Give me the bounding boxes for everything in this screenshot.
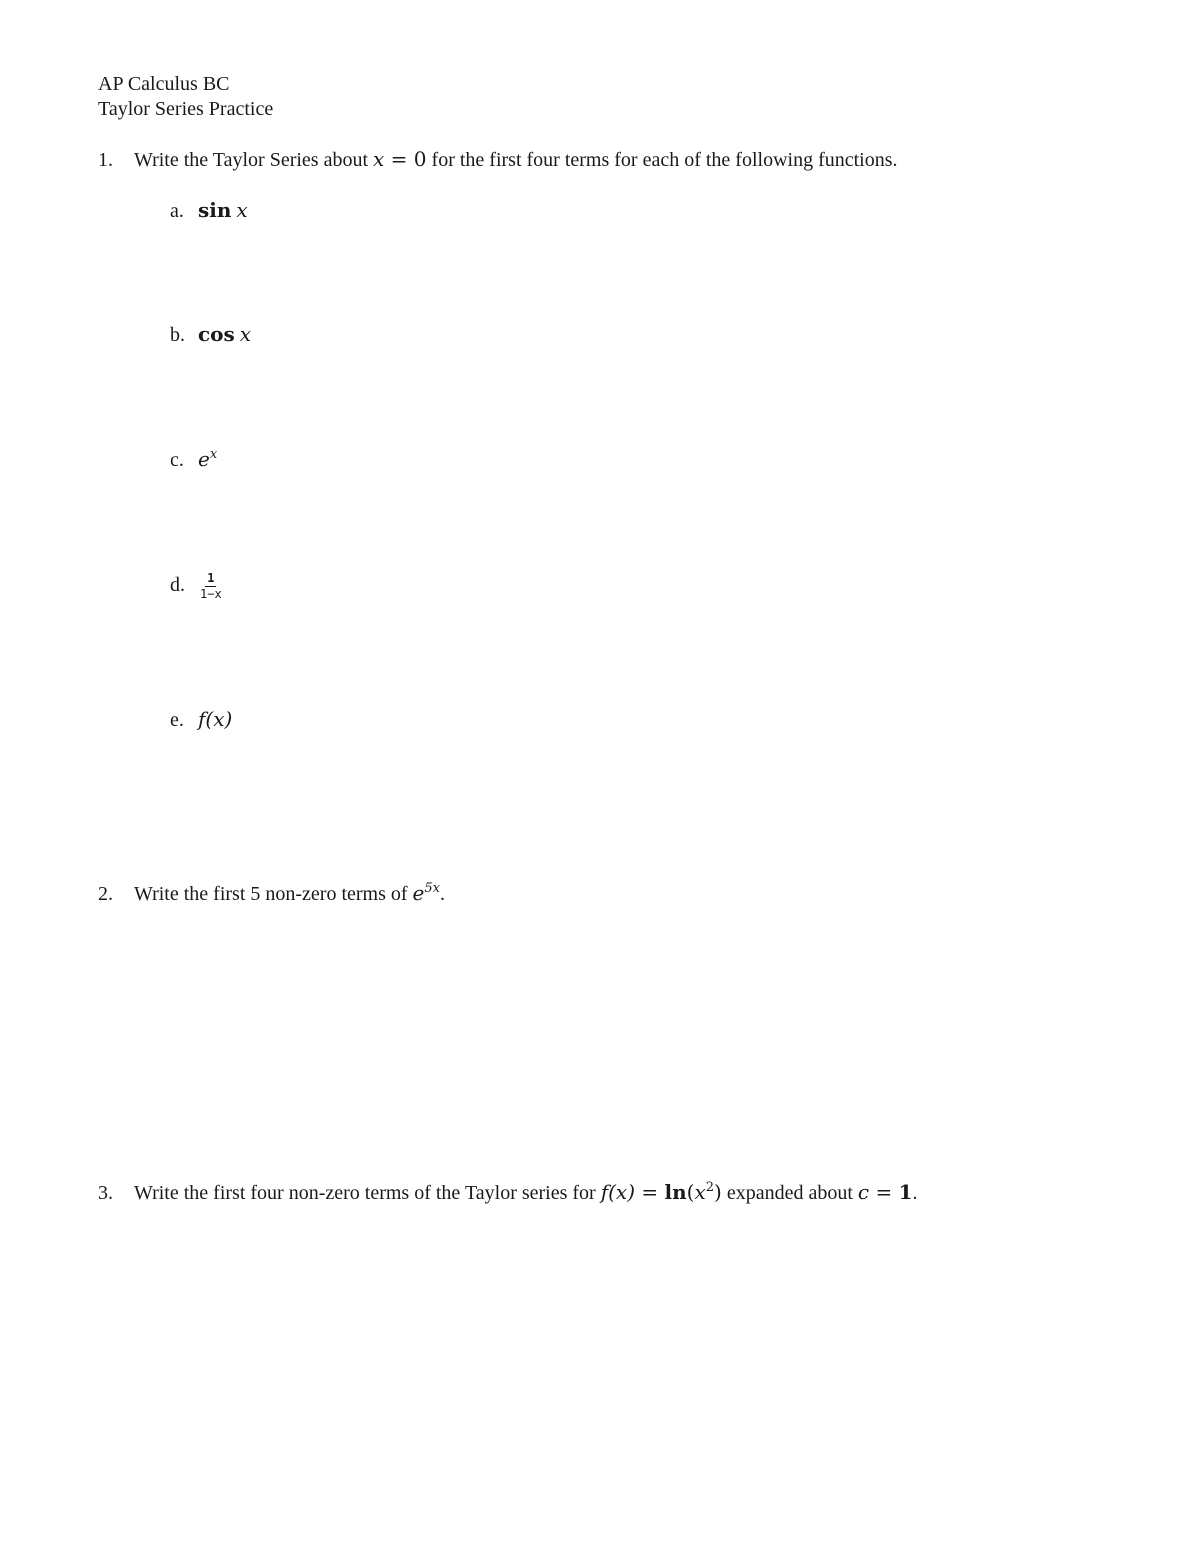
question-number: 2.	[98, 883, 113, 905]
question-3: 3. Write the first four non-zero terms of the Taylor series for $f(x) = \ln(x^2)$ expanded about c = 1.	[98, 1180, 918, 1204]
course-title: AP Calculus BC	[98, 73, 230, 95]
question-1: 1. Write the Taylor Series about x = 0 for the first four terms for each of the following functions.	[98, 147, 898, 171]
part-e: e. f(x)	[170, 707, 233, 731]
part-b: b. cos x	[170, 322, 252, 346]
question-number: 1.	[98, 149, 113, 171]
part-a: a. sin x	[170, 198, 248, 222]
part-d: d. $\frac{1}{1-x}$	[170, 571, 222, 601]
question-2: 2. Write the first 5 non-zero terms of $e^{5x}$.	[98, 881, 445, 905]
question-number: 3.	[98, 1182, 113, 1204]
fraction: $\frac{1}{1-x}$	[200, 571, 222, 601]
part-c: c. $e^x$	[170, 447, 218, 471]
worksheet-title: Taylor Series Practice	[98, 98, 274, 120]
